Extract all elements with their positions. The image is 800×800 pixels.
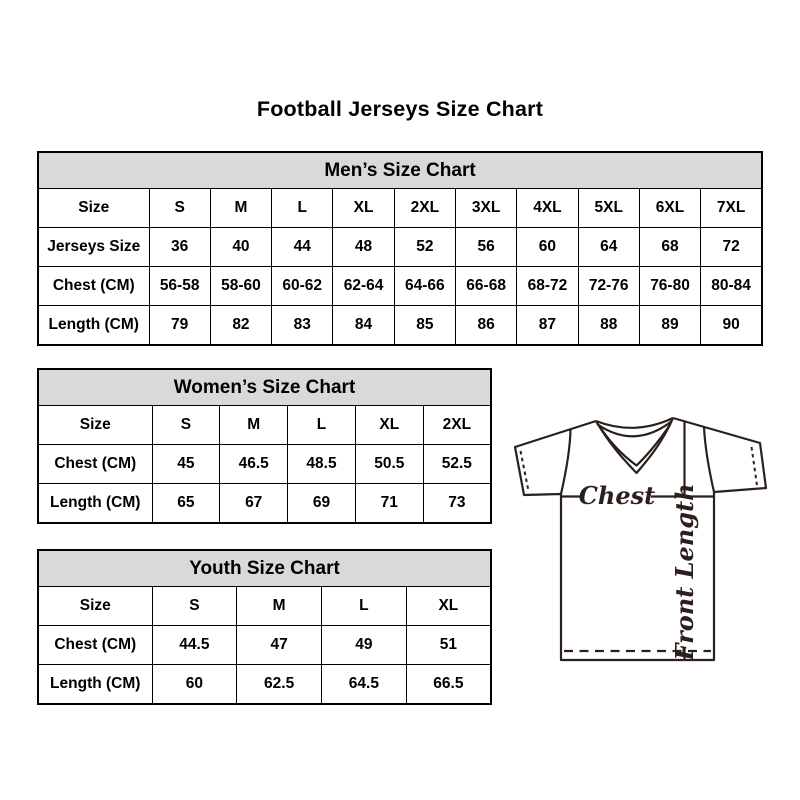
- youth-size-table: [37, 549, 492, 705]
- mens-table-title: Men’s Size Chart: [38, 152, 762, 189]
- table-row: [38, 267, 762, 306]
- value-cell: 64-66: [394, 267, 455, 306]
- value-cell: 71: [355, 484, 423, 524]
- value-cell: 62.5: [237, 665, 322, 705]
- size-cell: M: [237, 587, 322, 626]
- collar-inner-v: [600, 424, 671, 466]
- value-cell: 62-64: [333, 267, 394, 306]
- value-cell: 82: [210, 306, 271, 346]
- value-cell: 52.5: [423, 445, 491, 484]
- row-label: Chest (CM): [38, 626, 152, 665]
- size-cell: L: [272, 189, 333, 228]
- womens-table-title: Women’s Size Chart: [38, 369, 491, 406]
- mens-size-table: [37, 151, 763, 346]
- value-cell: 88: [578, 306, 639, 346]
- value-cell: 84: [333, 306, 394, 346]
- value-cell: 60: [152, 665, 237, 705]
- womens-size-table: [37, 368, 492, 524]
- row-label: Size: [38, 587, 152, 626]
- size-cell: 5XL: [578, 189, 639, 228]
- collar-top-arc: [596, 418, 673, 428]
- size-cell: 3XL: [455, 189, 516, 228]
- row-label: Chest (CM): [38, 445, 152, 484]
- value-cell: 86: [455, 306, 516, 346]
- value-cell: 90: [701, 306, 762, 346]
- size-cell: S: [152, 587, 237, 626]
- chest-label: Chest: [578, 481, 656, 510]
- value-cell: 44.5: [152, 626, 237, 665]
- row-label: Jerseys Size: [38, 228, 149, 267]
- value-cell: 66-68: [455, 267, 516, 306]
- size-cell: M: [210, 189, 271, 228]
- value-cell: 44: [272, 228, 333, 267]
- value-cell: 48.5: [288, 445, 356, 484]
- size-cell: 2XL: [394, 189, 455, 228]
- value-cell: 40: [210, 228, 271, 267]
- value-cell: 52: [394, 228, 455, 267]
- value-cell: 66.5: [406, 665, 491, 705]
- value-cell: 72: [701, 228, 762, 267]
- value-cell: 64.5: [322, 665, 407, 705]
- value-cell: 60-62: [272, 267, 333, 306]
- table-header-row: [38, 152, 762, 189]
- row-label: Chest (CM): [38, 267, 149, 306]
- value-cell: 46.5: [220, 445, 288, 484]
- size-cell: S: [149, 189, 210, 228]
- right-armhole-seam: [704, 427, 714, 492]
- row-label: Length (CM): [38, 484, 152, 524]
- size-cell: 4XL: [517, 189, 578, 228]
- table-row: [38, 484, 491, 524]
- value-cell: 47: [237, 626, 322, 665]
- youth-table-title: Youth Size Chart: [38, 550, 491, 587]
- size-cell: L: [288, 406, 356, 445]
- right-cuff-stitch: [752, 447, 758, 485]
- row-label: Size: [38, 189, 149, 228]
- left-armhole-seam: [561, 430, 571, 494]
- size-cell: 2XL: [423, 406, 491, 445]
- row-label: Length (CM): [38, 665, 152, 705]
- value-cell: 49: [322, 626, 407, 665]
- table-row: [38, 189, 762, 228]
- size-cell: S: [152, 406, 220, 445]
- size-cell: 6XL: [639, 189, 700, 228]
- front-length-label: Front Length: [670, 483, 699, 661]
- value-cell: 50.5: [355, 445, 423, 484]
- value-cell: 60: [517, 228, 578, 267]
- size-cell: XL: [355, 406, 423, 445]
- table-row: [38, 306, 762, 346]
- value-cell: 72-76: [578, 267, 639, 306]
- size-cell: M: [220, 406, 288, 445]
- value-cell: 80-84: [701, 267, 762, 306]
- table-header-row: [38, 369, 491, 406]
- table-row: [38, 626, 491, 665]
- row-label: Size: [38, 406, 152, 445]
- value-cell: 67: [220, 484, 288, 524]
- table-row: [38, 406, 491, 445]
- table-row: [38, 587, 491, 626]
- value-cell: 76-80: [639, 267, 700, 306]
- value-cell: 45: [152, 445, 220, 484]
- value-cell: 65: [152, 484, 220, 524]
- size-cell: 7XL: [701, 189, 762, 228]
- table-header-row: [38, 550, 491, 587]
- table-row: [38, 665, 491, 705]
- value-cell: 36: [149, 228, 210, 267]
- value-cell: 89: [639, 306, 700, 346]
- value-cell: 69: [288, 484, 356, 524]
- value-cell: 73: [423, 484, 491, 524]
- value-cell: 83: [272, 306, 333, 346]
- size-cell: XL: [406, 587, 491, 626]
- value-cell: 58-60: [210, 267, 271, 306]
- table-row: [38, 228, 762, 267]
- size-cell: XL: [333, 189, 394, 228]
- value-cell: 68: [639, 228, 700, 267]
- value-cell: 68-72: [517, 267, 578, 306]
- row-label: Length (CM): [38, 306, 149, 346]
- jersey-outline: [515, 418, 766, 660]
- value-cell: 51: [406, 626, 491, 665]
- value-cell: 56: [455, 228, 516, 267]
- size-cell: L: [322, 587, 407, 626]
- value-cell: 48: [333, 228, 394, 267]
- value-cell: 87: [517, 306, 578, 346]
- value-cell: 64: [578, 228, 639, 267]
- page-title: Football Jerseys Size Chart: [256, 97, 544, 121]
- value-cell: 79: [149, 306, 210, 346]
- value-cell: 56-58: [149, 267, 210, 306]
- table-row: [38, 445, 491, 484]
- jersey-diagram: [503, 403, 780, 670]
- value-cell: 85: [394, 306, 455, 346]
